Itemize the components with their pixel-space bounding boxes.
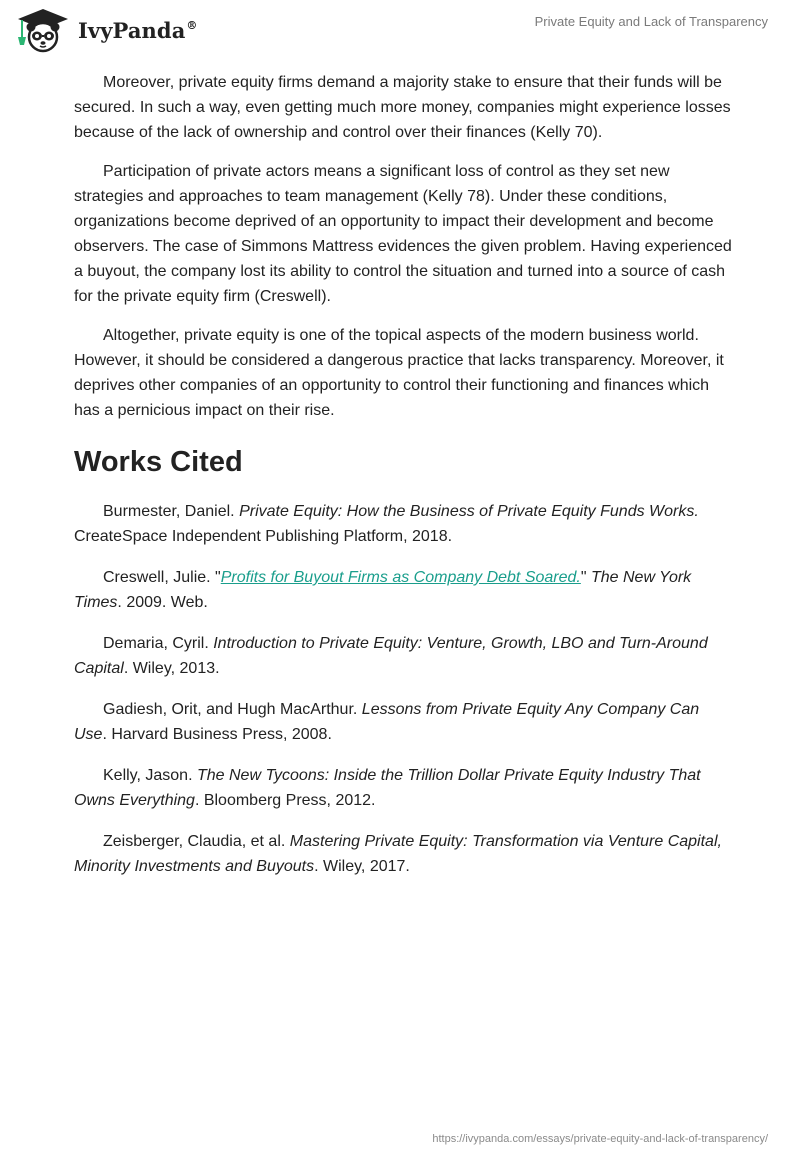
- logo[interactable]: [14, 7, 198, 53]
- citation-details: . 2009. Web.: [117, 594, 208, 611]
- citation-author: Gadiesh, Orit, and Hugh MacArthur.: [103, 701, 362, 718]
- citation-quote-close: ": [580, 569, 591, 586]
- source-url[interactable]: https://ivypanda.com/essays/private-equity-and-lack-of-transparency/: [432, 1133, 768, 1145]
- logo-wordmark: [78, 18, 198, 43]
- citation-title: The New York Times: [74, 569, 692, 611]
- citation-author: Creswell, Julie. ": [103, 569, 221, 586]
- citation-item: [74, 763, 734, 813]
- citation-details: . Wiley, 2013.: [123, 660, 220, 677]
- citation-item: [74, 631, 734, 681]
- citation-author: Kelly, Jason.: [103, 767, 197, 784]
- citation-author: Burmester, Daniel.: [103, 503, 240, 520]
- citation-item: [74, 499, 734, 549]
- page-header: [0, 0, 800, 60]
- citation-details: . Bloomberg Press, 2012.: [194, 792, 376, 809]
- body-paragraph: Moreover, private equity firms demand a majority stake to ensure that their funds will be secured. In such a way, even getting much more money, companies might experience losses because of the lack of ownership and control over their finances (Kelly 70).: [74, 74, 731, 141]
- citation-details: CreateSpace Independent Publishing Platform, 2018.: [74, 528, 453, 545]
- citation-title: Introduction to Private Equity: Venture, Growth, LBO and Turn-Around Capital: [74, 635, 708, 677]
- citation-title: The New Tycoons: Inside the Trillion Dollar Private Equity Industry That Owns Everything: [74, 767, 701, 809]
- brand-name: IvyPanda: [78, 17, 186, 43]
- registered-mark: ®: [186, 18, 198, 32]
- citation-item: [74, 565, 734, 615]
- citation-item: [74, 829, 734, 879]
- citation-link[interactable]: Profits for Buyout Firms as Company Debt Soared.: [220, 569, 581, 586]
- citation-title: Mastering Private Equity: Transformation via Venture Capital, Minority Investments and Buyouts: [74, 833, 722, 875]
- citation-details: . Wiley, 2017.: [314, 858, 410, 875]
- body-paragraph: Participation of private actors means a significant loss of control as they set new strategies and approaches to team management (Kelly 78). Under these conditions, organizations become deprived of an opportunity to impact their development and become observers. The case of Simmons Mattress evidences the given problem. Having experienced a buyout, the company lost its ability to control the situation and turned into a source of cash for the private equity firm (Creswell).: [74, 163, 732, 305]
- citation-author: Demaria, Cyril.: [103, 635, 214, 652]
- document-title: Private Equity and Lack of Transparency: [534, 14, 768, 29]
- citation-item: [74, 697, 734, 747]
- body-paragraph: Altogether, private equity is one of the topical aspects of the modern business world. However, it should be considered a dangerous practice that lacks transparency. Moreover, it deprives other companies of an opportunity to control their functioning and finances which has a pernicious impact on their rise.: [74, 327, 724, 419]
- essay-body: [74, 70, 734, 895]
- panda-logo-icon: [14, 7, 72, 53]
- citation-author: Zeisberger, Claudia, et al.: [103, 833, 290, 850]
- citation-details: . Harvard Business Press, 2008.: [102, 726, 332, 743]
- citation-title: Private Equity: How the Business of Private Equity Funds Works.: [239, 503, 699, 520]
- works-cited-heading: Works Cited: [74, 446, 243, 478]
- citation-title: Lessons from Private Equity Any Company Can Use: [74, 701, 700, 743]
